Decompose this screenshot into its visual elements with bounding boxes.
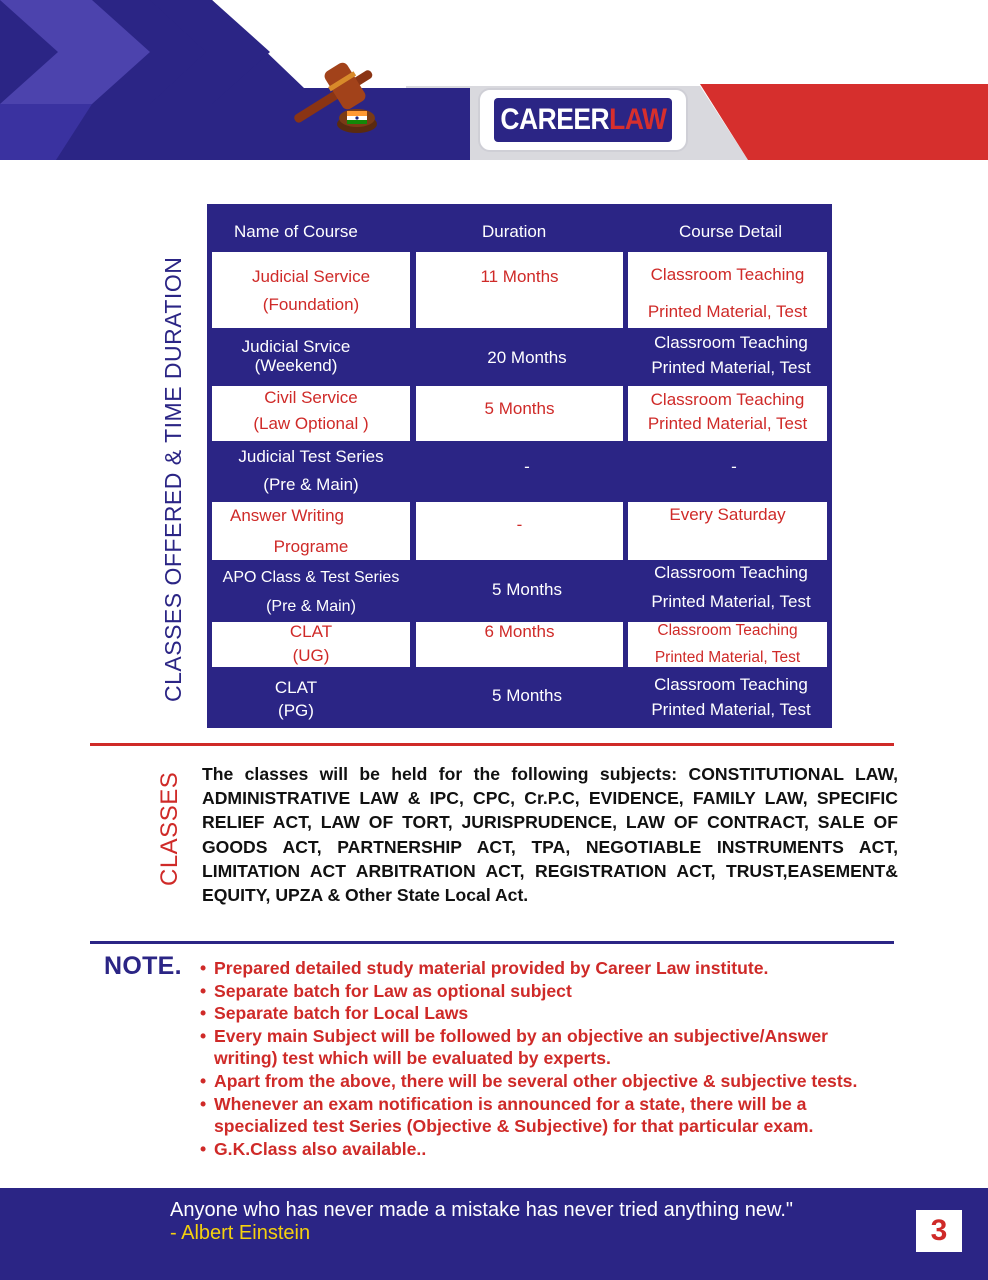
table-row-8-name: CLAT (PG): [274, 678, 318, 720]
header-red-band: [700, 84, 988, 160]
table-header-duration: Duration: [482, 222, 547, 241]
table-row-5-name: Answer Writing Programe: [212, 502, 410, 560]
table-row-4-duration: -: [524, 457, 530, 476]
brand-name-part2: LAW: [608, 103, 667, 136]
table-row-6-name: APO Class & Test Series (Pre & Main): [222, 569, 400, 615]
table-row-1-duration: 11 Months: [416, 252, 623, 328]
page-number: 3: [916, 1210, 962, 1252]
note-item: • Apart from the above, there will be several other objective & subjective tests.: [200, 1070, 900, 1093]
table-row-5-detail: Every Saturday: [628, 502, 827, 560]
courses-table: [207, 204, 832, 728]
courses-section-title: CLASSES OFFERED & TIME DURATION: [160, 256, 186, 702]
table-header-detail: Course Detail: [679, 222, 782, 241]
table-row-8-duration: 5 Months: [492, 686, 562, 705]
quote-author: - Albert Einstein: [170, 1222, 311, 1244]
note-list: [200, 957, 900, 1160]
table-row-4-detail: -: [731, 457, 737, 476]
table-row-2-detail: Classroom Teaching Printed Material, Test: [651, 333, 811, 377]
table-row-6-duration: 5 Months: [492, 580, 562, 599]
table-row-1-name: Judicial Service (Foundation): [212, 252, 410, 328]
table-row-7-name: CLAT (UG): [212, 622, 410, 667]
quote-text: Anyone who has never made a mistake has never tried anything new.": [170, 1199, 794, 1221]
note-item: • Whenever an exam notification is announced for a state, there will be a specialized test Series (Objective & Subjective) for that particular exam.: [200, 1093, 900, 1138]
page-header: [0, 0, 988, 160]
table-row-3-duration: 5 Months: [416, 386, 623, 441]
page-footer: [0, 1188, 988, 1280]
table-row-7-detail: Classroom Teaching Printed Material, Test: [628, 622, 827, 667]
section-divider: [90, 941, 894, 944]
table-row-3-detail: Classroom Teaching Printed Material, Test: [628, 386, 827, 441]
note-heading: NOTE.: [104, 952, 182, 980]
classes-section-title: CLASSES: [156, 771, 183, 886]
note-item: • Prepared detailed study material provided by Career Law institute.: [200, 957, 900, 980]
note-item: • Separate batch for Local Laws: [200, 1002, 900, 1025]
table-row-3-name: Civil Service (Law Optional ): [212, 386, 410, 441]
note-item: • Every main Subject will be followed by an objective an subjective/Answer writing) test which will be evaluated by experts.: [200, 1025, 900, 1070]
brand-logo: [478, 88, 688, 152]
section-divider: [90, 743, 894, 746]
classes-subjects-paragraph: The classes will be held for the following subjects: CONSTITUTIONAL LAW, ADMINISTRATIVE LAW & IPC, CPC, Cr.P.C, EVIDENCE, FAMILY LAW, SPECIFIC RELIEF ACT, LAW OF TORT, JURISPRUDENCE, LAW OF CONTRACT, SALE OF GOODS ACT, PARTNERSHIP ACT, TPA, NEGOTIABLE INSTRUMENTS ACT, LIMITATION ACT ARBITRATION ACT, REGISTRATION ACT, TRUST,EASEMENT& EQUITY, UPZA & Other State Local Act.: [202, 764, 898, 906]
table-row-2-duration: 20 Months: [487, 348, 567, 367]
table-row-6-detail: Classroom Teaching Printed Material, Test: [651, 563, 811, 611]
table-header-name: Name of Course: [234, 222, 358, 241]
note-item: • G.K.Class also available..: [200, 1138, 900, 1161]
table-row-2-name: Judicial Srvice (Weekend): [241, 337, 351, 375]
table-row-4-name: Judicial Test Series (Pre & Main): [238, 447, 384, 494]
table-row-7-duration: 6 Months: [416, 622, 623, 667]
brand-name-part1: CAREER: [499, 103, 609, 136]
table-row-5-duration: -: [416, 502, 623, 560]
table-row-1-detail: Classroom Teaching Printed Material, Test: [628, 252, 827, 328]
table-row-8-detail: Classroom Teaching Printed Material, Test: [651, 675, 811, 719]
note-item: • Separate batch for Law as optional subject: [200, 980, 900, 1003]
